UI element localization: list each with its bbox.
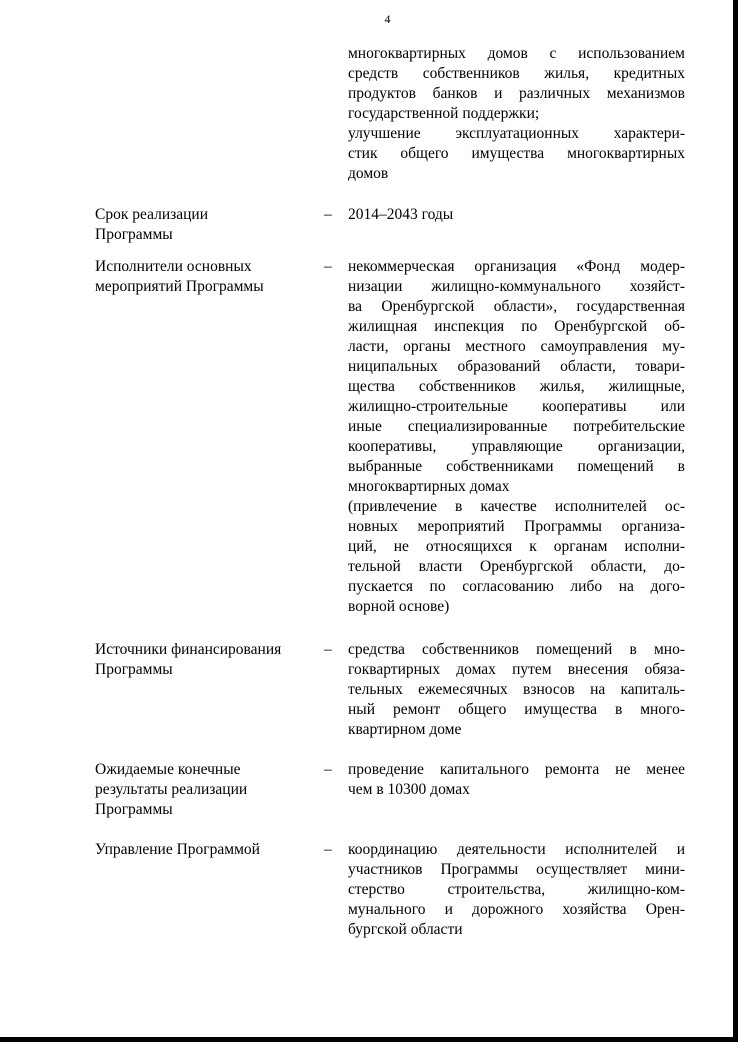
value-line: стерство строительства, жилищно-ком- [348, 881, 685, 898]
value-line: средства собственников помещений в мно- [348, 641, 685, 658]
value-line: выбранные собственниками помещений в [348, 458, 685, 475]
value-line: иные специализированные потребительские [348, 418, 685, 435]
value-line: ций, не относящихся к органам исполни- [348, 538, 685, 555]
page-number: 4 [384, 12, 391, 26]
intro-line: стик общего имущества многоквартирных [348, 145, 685, 162]
label-line: Исполнители основных [95, 258, 252, 275]
value-line: новных мероприятий Программы организа- [348, 518, 685, 535]
label-line: Источники финансирования [95, 641, 282, 658]
value-line: мунального и дорожного хозяйства Орен- [348, 901, 685, 918]
row-label-financing [95, 640, 317, 680]
label-line: Программы [95, 661, 173, 678]
row-label-management [95, 840, 317, 860]
value-line: ворной основе) [348, 598, 450, 615]
intro-text [348, 44, 685, 184]
row-label-results [95, 760, 317, 820]
value-line: щества собственников жилья, жилищные, [348, 378, 685, 395]
value-line: (привлечение в качестве исполнителей ос- [348, 498, 685, 515]
intro-line: домов [348, 165, 389, 182]
label-line: Программы [95, 226, 173, 243]
value-line: 2014–2043 годы [348, 206, 454, 223]
row-dash: – [324, 761, 332, 778]
value-line: участников Программы осуществляет мини- [348, 861, 685, 878]
value-line: жилищная инспекция по Оренбургской об- [348, 318, 685, 335]
value-line: проведение капитального ремонта не менее [348, 761, 685, 778]
value-line: координацию деятельности исполнителей и [348, 841, 685, 858]
value-line: тельной власти Оренбургской области, до- [348, 558, 685, 575]
value-line: ласти, органы местного самоуправления му- [348, 338, 685, 355]
label-line: Программы [95, 801, 173, 818]
row-dash: – [324, 841, 332, 858]
row-value-management [348, 840, 685, 940]
value-line: ный ремонт общего имущества в много- [348, 701, 685, 718]
label-line: мероприятий Программы [95, 278, 264, 295]
intro-line: государственной поддержки; [348, 105, 540, 122]
row-label-term [95, 205, 317, 245]
value-line: тельных ежемесячных взносов на капиталь- [348, 681, 685, 698]
row-value-term [348, 205, 685, 225]
row-value-executors [348, 257, 685, 617]
value-line: ниципальных образований области, товари- [348, 358, 685, 375]
intro-line: многоквартирных домов с использованием [348, 45, 685, 62]
label-line: Срок реализации [95, 206, 208, 223]
value-line: чем в 10300 домах [348, 781, 470, 798]
row-dash: – [324, 206, 332, 223]
value-line: жилищно-строительные кооперативы или [348, 398, 685, 415]
value-line: гоквартирных домах путем внесения обяза- [348, 661, 685, 678]
row-value-results [348, 760, 685, 800]
value-line: ва Оренбургской области», государственная [348, 298, 685, 315]
row-label-executors [95, 257, 317, 297]
value-line: некоммерческая организация «Фонд модер- [348, 258, 685, 275]
intro-line: средств собственников жилья, кредитных [348, 65, 685, 82]
value-line: пускается по согласованию либо на дого- [348, 578, 685, 595]
value-line: кооперативы, управляющие организации, [348, 438, 685, 455]
row-value-financing [348, 640, 685, 740]
intro-line: продуктов банков и различных механизмов [348, 85, 685, 102]
value-line: бургской области [348, 921, 463, 938]
value-line: квартирном доме [348, 721, 462, 738]
label-line: Ожидаемые конечные [95, 761, 241, 778]
value-line: низации жилищно-коммунального хозяйст- [348, 278, 685, 295]
row-dash: – [324, 641, 332, 658]
label-line: результаты реализации [95, 781, 248, 798]
intro-line: улучшение эксплуатационных характери- [348, 125, 685, 142]
label-line: Управление Программой [95, 841, 260, 858]
value-line: многоквартирных домах [348, 478, 510, 495]
row-dash: – [324, 258, 332, 275]
